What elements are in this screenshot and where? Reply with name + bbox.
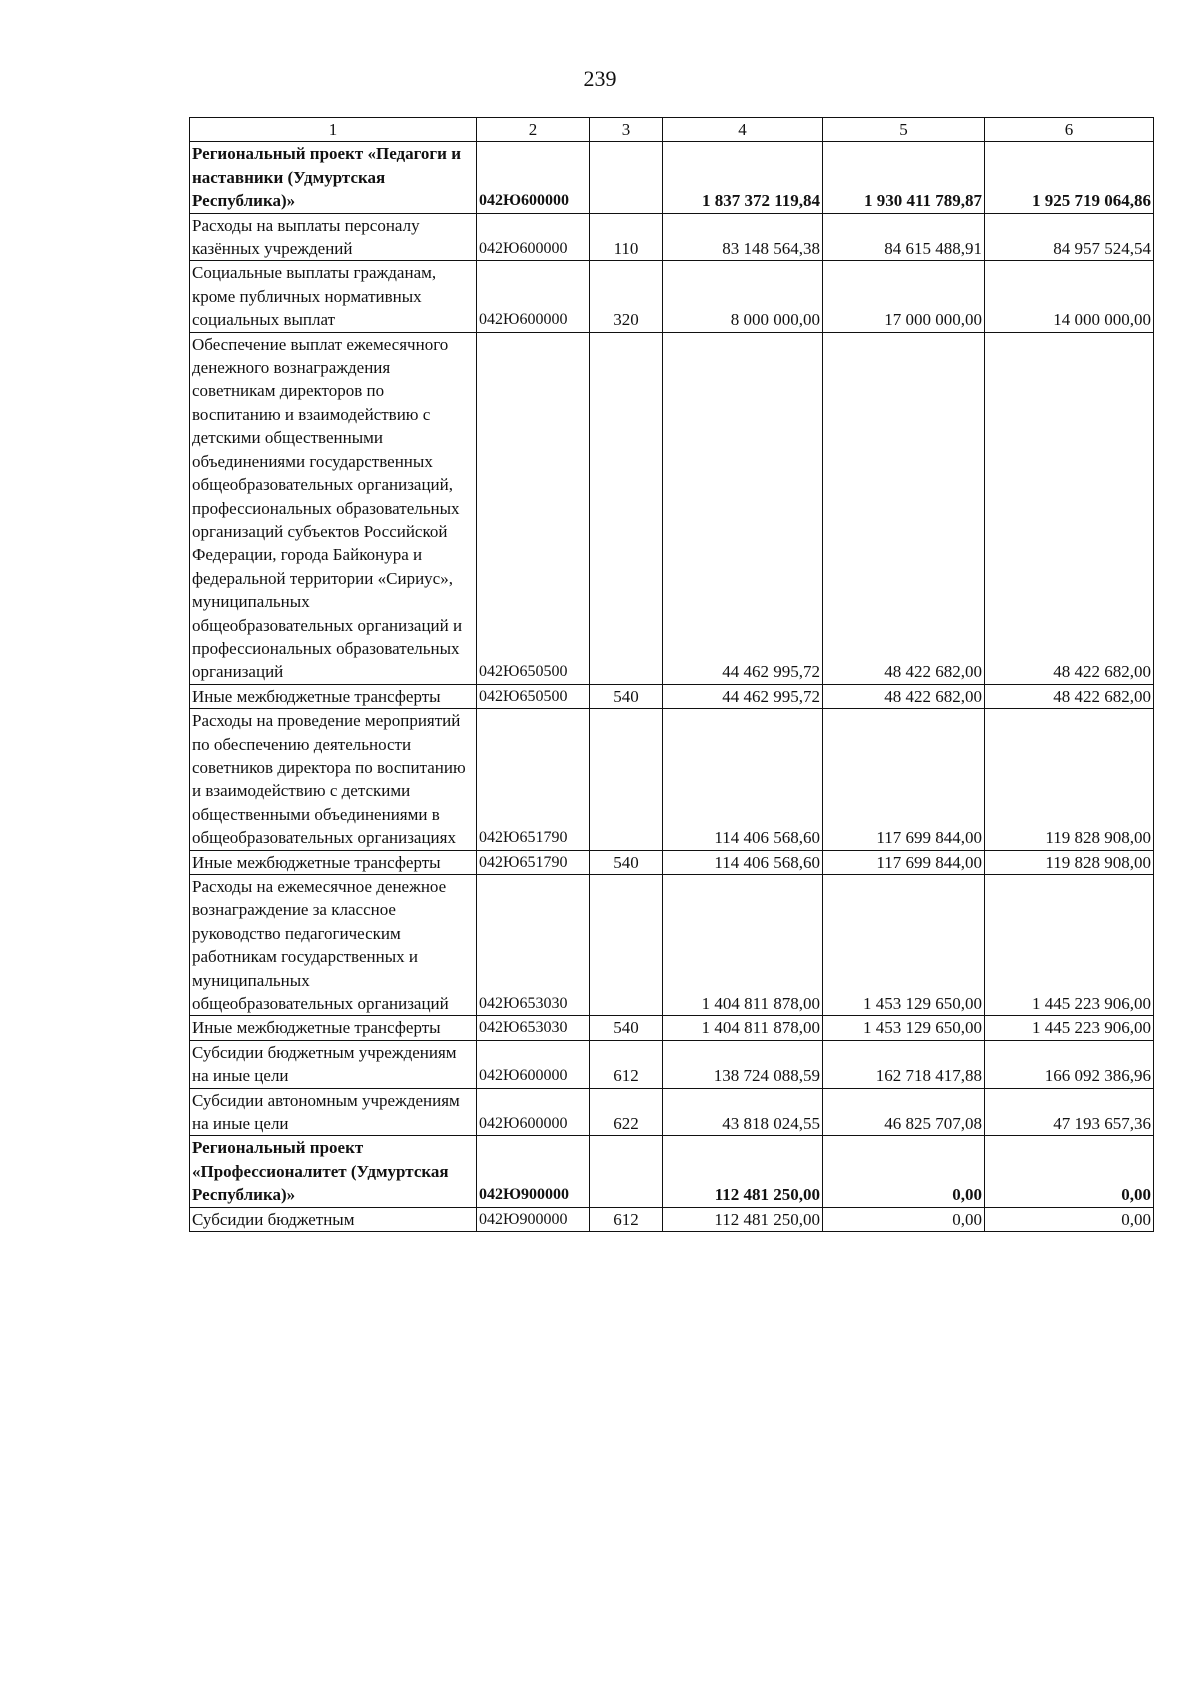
target-article-code-cell: 042Ю900000 [477,1207,590,1231]
table-row [190,1088,1154,1136]
table-row [190,213,1154,261]
amount-col4-cell: 83 148 564,38 [663,213,823,261]
amount-col4-cell: 1 404 811 878,00 [663,875,823,1016]
amount-col5-cell: 117 699 844,00 [823,850,985,874]
amount-col6-cell: 0,00 [985,1207,1154,1231]
header-row [190,118,1154,142]
target-article-code-cell: 042Ю600000 [477,261,590,332]
expense-type-cell: 622 [590,1088,663,1136]
amount-col6-cell: 1 445 223 906,00 [985,875,1154,1016]
amount-col5-cell: 117 699 844,00 [823,709,985,850]
amount-col6-cell: 48 422 682,00 [985,332,1154,684]
expense-type-cell [590,332,663,684]
amount-col6-cell: 166 092 386,96 [985,1040,1154,1088]
amount-col4-cell: 114 406 568,60 [663,709,823,850]
target-article-code-cell: 042Ю900000 [477,1136,590,1207]
amount-col5-cell: 48 422 682,00 [823,332,985,684]
amount-col5-cell: 0,00 [823,1136,985,1207]
table-row [190,684,1154,708]
table-row [190,142,1154,213]
row-name-cell: Субсидии автономным учреждениям на иные цели [190,1088,477,1136]
expense-type-cell: 540 [590,684,663,708]
amount-col6-cell: 47 193 657,36 [985,1088,1154,1136]
amount-col6-cell: 0,00 [985,1136,1154,1207]
row-name-cell: Обеспечение выплат ежемесячного денежного вознаграждения советникам директоров по воспитанию и взаимодействию с детскими общественными объединениями государственных общеобразовательных организаций, профессиональных образовательных организаций субъектов Российской Федерации, города Байконура и федеральной территории «Сириус», муниципальных общеобразовательных организаций и профессиональных образовательных организаций [190,332,477,684]
row-name-cell: Региональный проект «Педагоги и наставники (Удмуртская Республика)» [190,142,477,213]
amount-col5-cell: 48 422 682,00 [823,684,985,708]
table-row [190,1016,1154,1040]
amount-col4-cell: 8 000 000,00 [663,261,823,332]
target-article-code-cell: 042Ю600000 [477,1088,590,1136]
amount-col5-cell: 1 930 411 789,87 [823,142,985,213]
amount-col5-cell: 84 615 488,91 [823,213,985,261]
amount-col5-cell: 1 453 129 650,00 [823,875,985,1016]
target-article-code-cell: 042Ю600000 [477,1040,590,1088]
budget-table [189,117,1154,1232]
expense-type-cell [590,1136,663,1207]
expense-type-cell: 612 [590,1207,663,1231]
row-name-cell: Иные межбюджетные трансферты [190,850,477,874]
table-row [190,875,1154,1016]
target-article-code-cell: 042Ю651790 [477,709,590,850]
amount-col5-cell: 0,00 [823,1207,985,1231]
amount-col5-cell: 1 453 129 650,00 [823,1016,985,1040]
amount-col6-cell: 1 445 223 906,00 [985,1016,1154,1040]
amount-col4-cell: 43 818 024,55 [663,1088,823,1136]
target-article-code-cell: 042Ю600000 [477,213,590,261]
amount-col6-cell: 48 422 682,00 [985,684,1154,708]
amount-col4-cell: 112 481 250,00 [663,1207,823,1231]
amount-col6-cell: 84 957 524,54 [985,213,1154,261]
page-number: 239 [583,66,617,91]
target-article-code-cell: 042Ю651790 [477,850,590,874]
amount-col5-cell: 46 825 707,08 [823,1088,985,1136]
column-header: 5 [823,118,985,142]
target-article-code-cell: 042Ю650500 [477,684,590,708]
expense-type-cell: 320 [590,261,663,332]
amount-col6-cell: 14 000 000,00 [985,261,1154,332]
amount-col6-cell: 1 925 719 064,86 [985,142,1154,213]
row-name-cell: Иные межбюджетные трансферты [190,1016,477,1040]
table-body [190,142,1154,1232]
amount-col4-cell: 112 481 250,00 [663,1136,823,1207]
row-name-cell: Иные межбюджетные трансферты [190,684,477,708]
amount-col6-cell: 119 828 908,00 [985,709,1154,850]
table-row [190,850,1154,874]
table-row [190,1136,1154,1207]
table-row [190,1207,1154,1231]
column-header: 1 [190,118,477,142]
expense-type-cell [590,875,663,1016]
expense-type-cell: 540 [590,850,663,874]
amount-col4-cell: 44 462 995,72 [663,332,823,684]
table-row [190,332,1154,684]
target-article-code-cell: 042Ю650500 [477,332,590,684]
expense-type-cell: 110 [590,213,663,261]
column-header: 2 [477,118,590,142]
row-name-cell: Расходы на выплаты персоналу казённых учреждений [190,213,477,261]
amount-col5-cell: 162 718 417,88 [823,1040,985,1088]
amount-col4-cell: 114 406 568,60 [663,850,823,874]
amount-col4-cell: 44 462 995,72 [663,684,823,708]
amount-col5-cell: 17 000 000,00 [823,261,985,332]
target-article-code-cell: 042Ю653030 [477,875,590,1016]
expense-type-cell: 612 [590,1040,663,1088]
amount-col4-cell: 1 404 811 878,00 [663,1016,823,1040]
column-header: 3 [590,118,663,142]
table-row [190,709,1154,850]
target-article-code-cell: 042Ю600000 [477,142,590,213]
target-article-code-cell: 042Ю653030 [477,1016,590,1040]
expense-type-cell [590,142,663,213]
column-header: 4 [663,118,823,142]
column-header: 6 [985,118,1154,142]
row-name-cell: Расходы на ежемесячное денежное вознаграждение за классное руководство педагогическим работникам государственных и муниципальных общеобразовательных организаций [190,875,477,1016]
row-name-cell: Социальные выплаты гражданам, кроме публичных нормативных социальных выплат [190,261,477,332]
row-name-cell: Субсидии бюджетным учреждениям на иные цели [190,1040,477,1088]
table-row [190,261,1154,332]
expense-type-cell [590,709,663,850]
expense-type-cell: 540 [590,1016,663,1040]
amount-col4-cell: 138 724 088,59 [663,1040,823,1088]
amount-col4-cell: 1 837 372 119,84 [663,142,823,213]
row-name-cell: Субсидии бюджетным [190,1207,477,1231]
row-name-cell: Расходы на проведение мероприятий по обеспечению деятельности советников директора по воспитанию и взаимодействию с детскими общественными объединениями в общеобразовательных организациях [190,709,477,850]
table-row [190,1040,1154,1088]
amount-col6-cell: 119 828 908,00 [985,850,1154,874]
row-name-cell: Региональный проект «Профессионалитет (Удмуртская Республика)» [190,1136,477,1207]
